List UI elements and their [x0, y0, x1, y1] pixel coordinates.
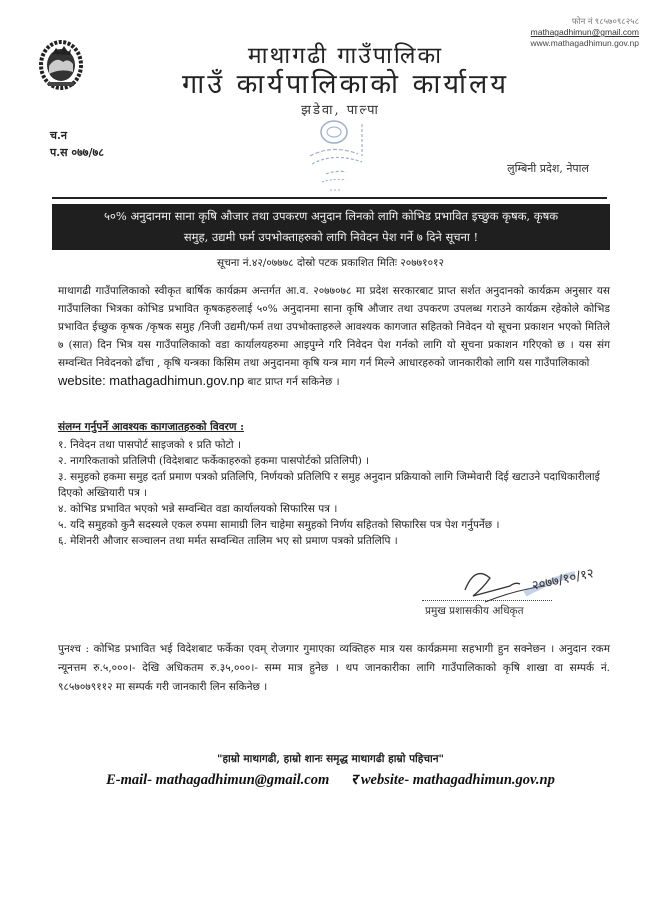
attachment-item: ४. कोभिड प्रभावित भएको भन्ने सम्वन्धित वडा कार्यालयको सिफारिस पत्र ।	[58, 503, 338, 515]
province-label: लुम्बिनी प्रदेश, नेपाल	[507, 162, 589, 175]
notice-body-paragraph	[58, 282, 610, 391]
signatory-title: प्रमुख प्रशासकीय अधिकृत	[425, 605, 524, 617]
body-website-link[interactable]: website: mathagadhimun.gov.np	[58, 373, 245, 388]
footer-website-link[interactable]: र website- mathagadhimun.gov.np	[351, 772, 555, 788]
attachment-item: २. नागरिकताको प्रतिलिपी (विदेशबाट फर्केकाहरुको हकमा पासपोर्टको प्रतिलिपी) ।	[58, 455, 370, 467]
office-seal-icon	[302, 116, 372, 194]
office-address: झडेवा, पाल्पा	[301, 103, 380, 118]
header-website-link[interactable]: www.mathagadhimun.gov.np	[530, 38, 639, 48]
attachment-item: ६. मेशिनरी औजार सञ्चालन तथा मर्मत सम्वन्धित तालिम भए सो प्रमाण पत्रको प्रतिलिपि ।	[58, 535, 398, 547]
body-text: माथागढी गाउँपालिकाको स्वीकृत बार्षिक कार्यक्रम अन्तर्गत आ.व. २०७७०७८ मा प्रदेश सरकारबाट प्राप्त सर्शत अनुदानको कार्यक्रम अनुसार यस गाउँपालिका भित्रका कोभिड प्रभावित कृषकहरुलाई ५०% अनुदानमा साना कृषि औजार तथा उपकरण उपलब्ध गराउने कार्यक्रम रहेकोले कोभिड प्रभावित ईच्छुक कृषक /कृषक समुह /निजी उद्यमी/फर्म तथा उपभोक्ताहरुले आवश्यक कागजात सहितको निवेदन यो सूचना प्रकाशन भएको मितिले ७ (सात) दिन भित्र यस गाउँपालिकाको वडा कार्यालयहरुमा आइपुग्ने गरि निवेदन पेश गर्नको लागि यो सूचना प्रकाशन गरिएको छ । यस संग सम्वन्धित निवेदनको ढाँचा , कृषि यन्त्रका किसिम तथा अनुदानमा कृषि यन्त्र माग गर्न मिल्ने आधारहरुको जानकारीको लागि यस गाउँपालिकाको	[58, 285, 610, 369]
notice-title-banner	[52, 204, 610, 250]
banner-line-2: समुह, उद्यमी फर्म उपभोक्ताहरुको लागि निवेदन पेश गर्ने ७ दिने सूचना !	[183, 230, 479, 244]
municipality-name: माथागढी गाउँपालिका	[247, 43, 444, 69]
attachment-item: ३. समुहको हकमा समुह दर्ता प्रमाण पत्रको प्रतिलिपि, निर्णयको प्रतिलिपि र समुह अनुदान प्रक्रियाको लागि जिम्मेवारी दिई खटाउने पदाधिकारीलाई दिएको अख्तियारी पत्र ।	[58, 471, 600, 499]
footer-email-link[interactable]: E-mail- mathagadhimun@gmail.com	[106, 772, 330, 788]
attachment-item: ५. यदि समुहको कुनै सदस्यले एकल रुपमा सामाग्री लिन चाहेमा समुहको निर्णय सहितको सिफारिस पत्र पेश गर्नुपर्नेछ ।	[58, 519, 500, 531]
header-divider	[52, 197, 607, 199]
office-name: गाउँ कार्यपालिकाको कार्यालय	[182, 69, 509, 100]
notice-number-date: सूचना नं.४२/०७७७८ दोस्रो पटक प्रकाशित मितिः २०७७१०१२	[217, 257, 444, 269]
municipality-motto: "हाम्रो माथागढी, हाम्रो शानः समृद्ध माथागढी हाम्रो पहिचान"	[216, 753, 445, 765]
phone-number: फोन नं ९८५७०९८२५८	[571, 16, 639, 26]
letter-number: प.स ०७७/७८	[50, 146, 104, 159]
signature-line	[422, 600, 552, 601]
attachments-heading: संलग्न गर्नुपर्ने आवश्यक कागजातहरुको विवरण :	[58, 421, 244, 433]
dispatch-number: च.न	[50, 129, 67, 142]
attachment-item: १. निवेदन तथा पासपोर्ट साइजको १ प्रति फोटो ।	[58, 439, 241, 451]
banner-line-1: ५०% अनुदानमा साना कृषि औजार तथा उपकरण अनुदान लिनको लागि कोभिड प्रभावित इच्छुक कृषक, कृषक	[103, 209, 559, 223]
signature-date: २०७७/१०/१२	[530, 566, 596, 594]
postscript-paragraph: पुनश्च : कोभिड प्रभावित भई विदेशबाट फर्केका एवम् रोजगार गुमाएका व्यक्तिहरु मात्र यस कार्यक्रममा सहभागी हुन सक्नेछन । अनुदान रकम न्यूनत्तम रु.५,०००।- देखि अधिकतम रु.३५,०००।- सम्म मात्र हुनेछ । थप जानकारीका लागि गाउँपालिकाको कृषि शाखा वा सम्पर्क नं. ९८५७०७९११२ मा सम्पर्क गरी जानकारी लिन सकिनेछ ।	[58, 643, 610, 693]
footer-contact	[0, 769, 661, 789]
attachments-list	[58, 437, 610, 549]
body-website-suffix: बाट प्राप्त गर्न सकिनेछ ।	[244, 376, 340, 388]
header-email-link[interactable]: mathagadhimun@gmail.com	[530, 27, 639, 37]
